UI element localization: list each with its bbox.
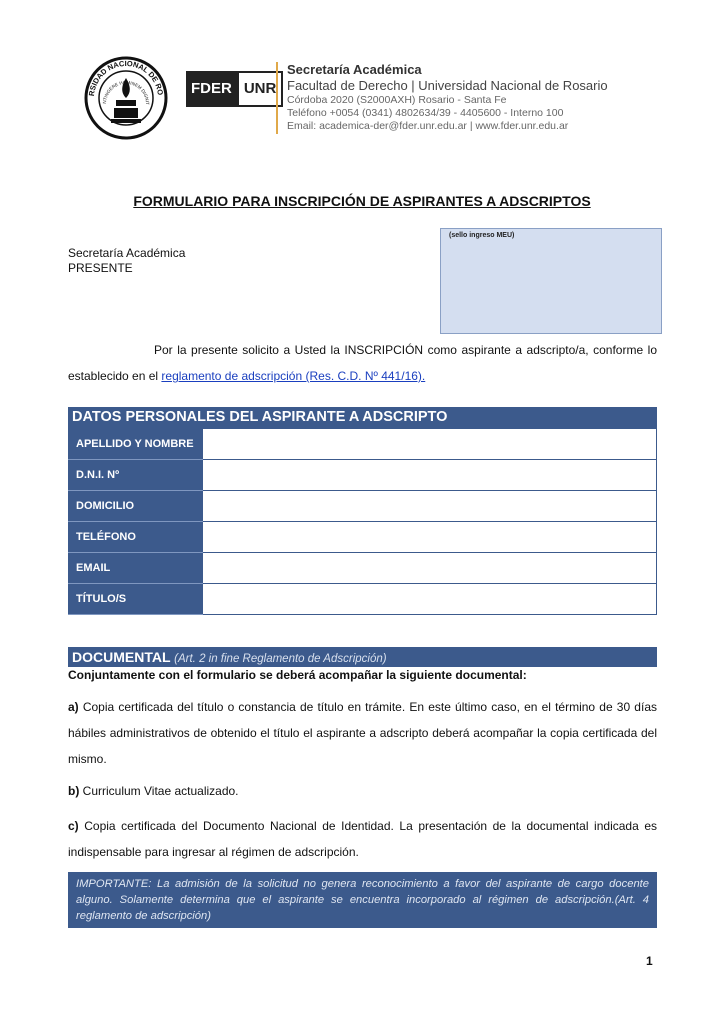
header-subtitle: Facultad de Derecho | Universidad Nacional de Rosario	[287, 78, 608, 93]
stamp-box	[440, 228, 662, 334]
item-c-mark: c)	[68, 819, 79, 833]
table-row	[69, 460, 657, 491]
regulation-link[interactable]: reglamento de adscripción (Res. C.D. Nº 441/16).	[161, 369, 426, 383]
intro-text: Por la presente solicito a Usted la INSCRIPCIÓN como aspirante a adscripto/a, conforme lo establecido en el	[68, 343, 657, 383]
documental-lead: Conjuntamente con el formulario se deberá acompañar la siguiente documental:	[68, 668, 527, 682]
fder-unr-logo	[186, 71, 283, 107]
field-label: TÍTULO/S	[69, 584, 203, 615]
item-a-mark: a)	[68, 700, 79, 714]
intro-paragraph	[68, 337, 657, 389]
university-seal-logo	[84, 56, 168, 140]
field-label: EMAIL	[69, 553, 203, 584]
documental-item-c	[68, 813, 657, 865]
field-input[interactable]	[203, 584, 657, 615]
field-input[interactable]	[203, 491, 657, 522]
field-input[interactable]	[203, 429, 657, 460]
svg-text:UNIVERSIDAD NACIONAL DE ROSARI: RSIDAD NACIONAL DE RO	[86, 58, 165, 97]
addressee-line-2: PRESENTE	[68, 261, 133, 275]
field-label: D.N.I. Nº	[69, 460, 203, 491]
field-input[interactable]	[203, 460, 657, 491]
field-label: APELLIDO Y NOMBRE	[69, 429, 203, 460]
table-row	[69, 491, 657, 522]
documental-heading-note: (Art. 2 in fine Reglamento de Adscripción)	[174, 653, 387, 665]
field-input[interactable]	[203, 522, 657, 553]
documental-item-b	[68, 778, 657, 804]
logo-fder-text: FDER	[186, 71, 237, 107]
important-notice: IMPORTANTE: La admisión de la solicitud no genera reconocimiento a favor del aspirante de cargo docente alguno. Solamente determina que el aspirante se encuentra incorporado al régimen de adscripción.(Art. 4 reglamento de adscripción)	[68, 872, 657, 928]
header-address: Córdoba 2020 (S2000AXH) Rosario - Santa Fe	[287, 94, 507, 106]
logo-unr-text: UNR	[237, 71, 284, 107]
header-title: Secretaría Académica	[287, 62, 422, 77]
field-input[interactable]	[203, 553, 657, 584]
personal-data-heading: DATOS PERSONALES DEL ASPIRANTE A ADSCRIPTO	[68, 407, 657, 428]
table-row	[69, 429, 657, 460]
field-label: TELÉFONO	[69, 522, 203, 553]
documental-heading	[68, 647, 657, 667]
item-c-text: Copia certificada del Documento Nacional de Identidad. La presentación de la documental indicada es indispensable para ingresar al régimen de adscripción.	[68, 819, 657, 859]
personal-data-table	[68, 428, 657, 615]
header-email: Email: academica-der@fder.unr.edu.ar | www.fder.unr.edu.ar	[287, 120, 569, 132]
table-row	[69, 553, 657, 584]
addressee-line-1: Secretaría Académica	[68, 246, 186, 260]
page-number: 1	[646, 954, 653, 968]
header-block	[287, 62, 608, 133]
table-row	[69, 522, 657, 553]
svg-text:CONTINGERE HOMINEM DIGNITAS: NTINGERE HOMINEM DIGNIT	[101, 79, 151, 105]
item-b-text: Curriculum Vitae actualizado.	[79, 784, 239, 798]
form-title: FORMULARIO PARA INSCRIPCIÓN DE ASPIRANTES A ADSCRIPTOS	[133, 193, 591, 209]
field-label: DOMICILIO	[69, 491, 203, 522]
documental-heading-title: DOCUMENTAL	[72, 649, 171, 665]
addressee	[68, 246, 185, 276]
stamp-box-label: (sello ingreso MEU)	[449, 232, 515, 239]
item-b-mark: b)	[68, 784, 80, 798]
header-phone: Teléfono +0054 (0341) 4802634/39 - 4405600 - Interno 100	[287, 107, 564, 119]
table-row	[69, 584, 657, 615]
item-a-text: Copia certificada del título o constancia de título en trámite. En este último caso, en el término de 30 días hábiles administrativos de obtenido el título el aspirante a adscripto deberá acompañar la copia certificada del mismo.	[68, 700, 657, 766]
header-divider	[276, 62, 278, 134]
documental-item-a	[68, 694, 657, 772]
